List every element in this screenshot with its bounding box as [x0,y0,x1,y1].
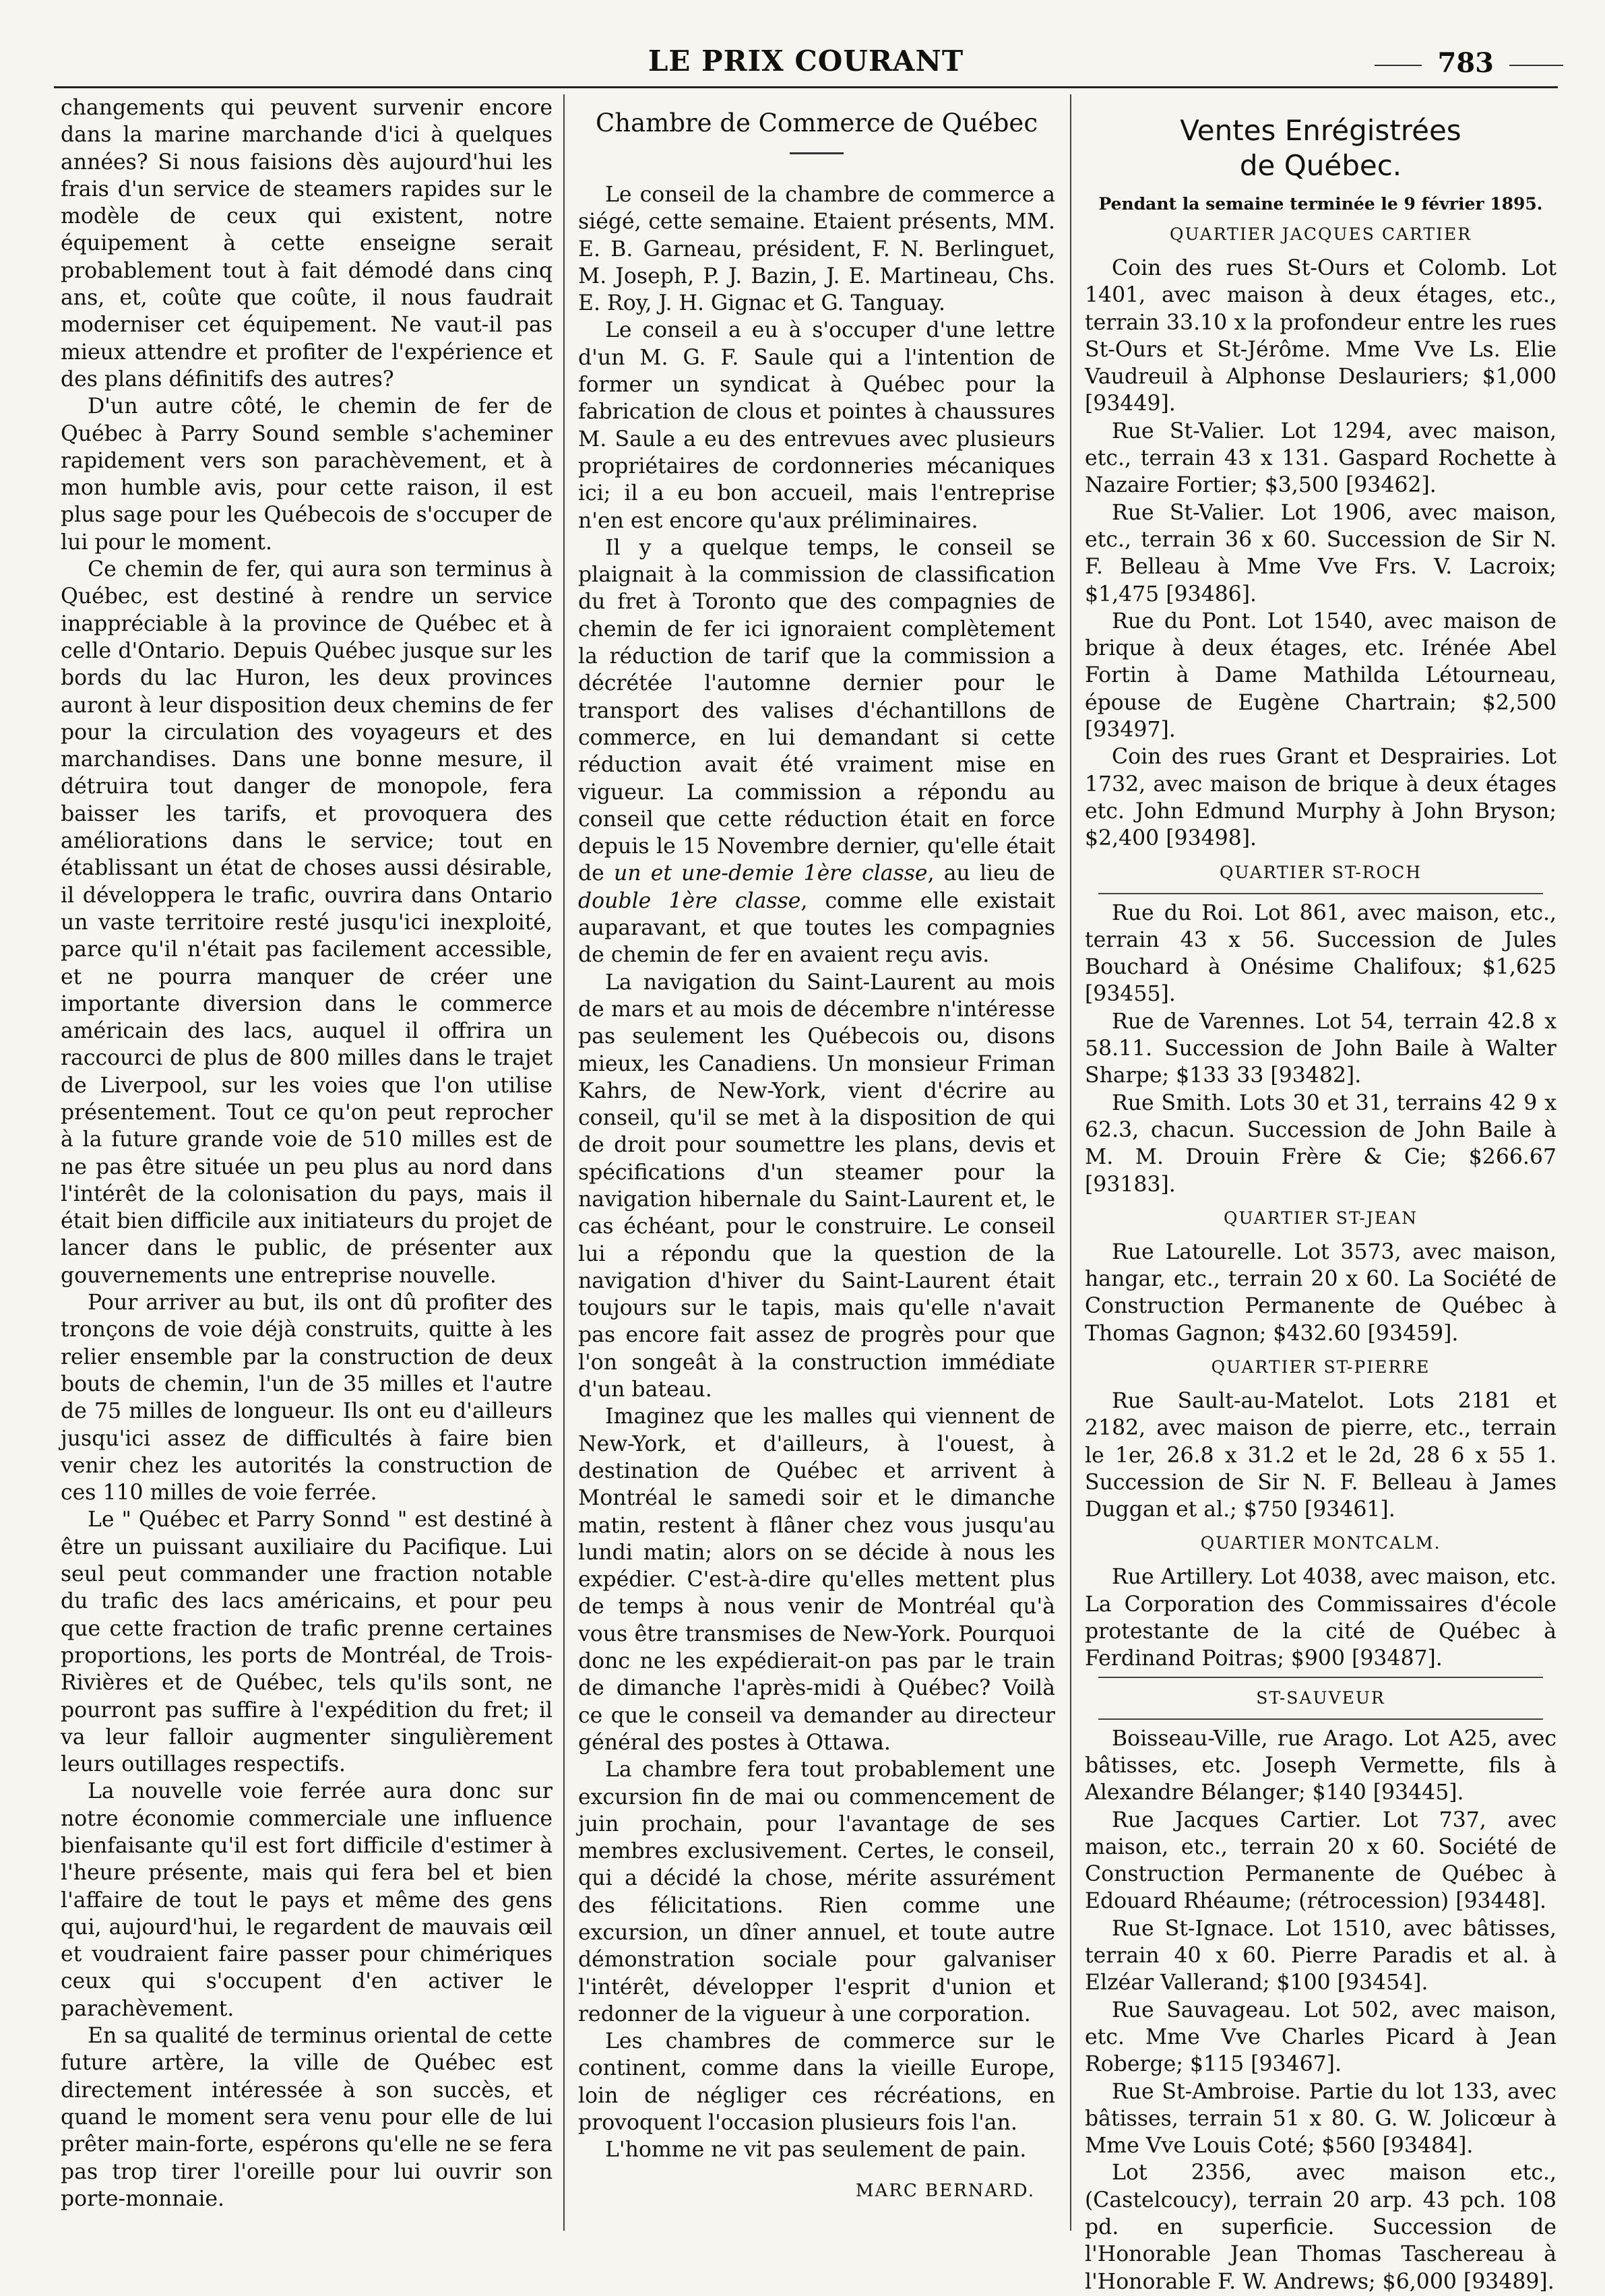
section-title: QUARTIER MONTCALM. [1200,1533,1441,1553]
column-2-article [578,94,1055,2204]
heading-line: Ventes Enrégistrées [1180,114,1461,147]
section-title: QUARTIER JACQUES CARTIER [1169,224,1472,244]
listing-entry: Coin des rues Grant et Desprairies. Lot 1732, avec maison de brique à deux étages etc. John Edmund Murphy à John Bryson; $2,400 [93498]. [1085,745,1556,851]
paragraph: La nouvelle voie ferrée aura donc sur notre économie commerciale une influence bienfaisante qu'il est fort difficile d'estimer à l'heure présente, mais qui fera bel et bien l'affaire de tout le pays et même des gens qui, aujourd'hui, le regardent de mauvais œil et voudraient faire passer pour chimériques ceux qui s'occupent d'en activer le parachèvement. [61,1779,553,2021]
listing-entry: Rue Sauvageau. Lot 502, avec maison, etc. Mme Vve Charles Picard à Jean Roberge; $115 [93467]. [1085,1997,1556,2077]
section-rule [1098,893,1543,894]
listing-entry: Rue St-Valier. Lot 1906, avec maison, etc., terrain 36 x 60. Succession de Sir N. F. Belleau à Mme Vve Frs. V. Lacroix; $1,475 [93486]. [1085,500,1556,607]
italic-run: double 1ère classe [578,888,801,913]
listing-entry: Rue Jacques Cartier. Lot 737, avec maison, etc., terrain 20 x 60. Société de Construction Permanente de Québec à Edouard Rhéaume; (rétrocession) [93448]. [1085,1807,1556,1914]
short-rule [790,152,844,154]
listing-entry: Lot 2356, avec maison etc., (Castelcoucy), terrain 20 arp. 43 pch. 108 pd. en superficie. Succession de l'Honorable Jean Thomas Taschereau à l'Honorable F. W. Andrews; $6,000 [93489]. [1085,2161,1556,2294]
text-run: , au lieu de [927,861,1055,886]
listing-entry: Rue Sault-au-Matelot. Lots 2181 et 2182, avec maison de pierre, etc., terrain le 1er, 26.8 x 31.2 et le 2d, 28 6 x 55 1. Succession de Sir N. F. Belleau à James Duggan et al.; $750 [93461]. [1085,1388,1556,1522]
listing-entry: Rue St-Ignace. Lot 1510, avec bâtisses, terrain 40 x 60. Pierre Paradis et al. à Elzéar Vallerand; $100 [93454]. [1085,1916,1556,1995]
paragraph: D'un autre côté, le chemin de fer de Québec à Parry Sound semble s'acheminer rapidement vers son parachèvement, et à mon humble avis, pour cette raison, il est plus sage pour les Québecois de s'occuper de lui pour le moment. [61,394,553,555]
text-run: Il y a quelque temps, le conseil se plaignait à la commission de classification du fret à Toronto que des compagnies de chemin de fer ici ignoraient complètement la réduction de tarif que la commission a décrétée l'automne dernier pour le transport des valises d'échantillons de commerce, en lui demandant si cette réduction avait été vraiment mise en vigueur. La commission a répondu au conseil que cette réduction était en force depuis le 15 Novembre dernier, qu'elle était de [578,535,1055,886]
listing-entry: Rue de Varennes. Lot 54, terrain 42.8 x 58.11. Succession de John Baile à Walter Sharpe; $133 33 [93482]. [1085,1009,1556,1088]
paragraph: changements qui peuvent survenir encore dans la marine marchande d'ici à quelques années? Si nous faisions dès aujourd'hui les frais d'un service de steamers rapides sur le modèle de ceux qui existent, notre équipement à cette enseigne serait probablement tout à fait démodé dans cinq ans, et, coûte que coûte, il nous faudrait moderniser cet équipement. Ne vaut-il pas mieux attendre et profiter de l'expérience et des plans définitifs des autres? [61,96,553,392]
section-rule [1098,1718,1543,1720]
header-dash [1375,65,1422,66]
paragraph: La chambre fera tout probablement une excursion fin de mai ou commencement de juin prochain, pour l'avantage de ses membres exclusivement. Certes, le conseil, qui a décidé la chose, mérite assurément des félicitations. Rien comme une excursion, un dîner annuel, et toute autre démonstration sociale pour galvaniser l'intérêt, développer l'esprit d'union et redonner de la vigueur à une corporation. [578,1758,1055,2026]
section [1085,1532,1556,1672]
week-caption: Pendant la semaine terminée le 9 février 1895. [1098,194,1543,214]
listings-heading [1085,113,1556,183]
section [1085,862,1556,1198]
page-number: 783 [1437,47,1494,79]
section [1085,1357,1556,1523]
section-title: QUARTIER ST-JEAN [1223,1208,1418,1228]
listing-entry: Rue St-Valier. Lot 1294, avec maison, etc., terrain 43 x 131. Gaspard Rochette à Nazaire Fortier; $3,500 [93462]. [1085,418,1556,498]
header-dash [1509,65,1563,66]
listing-entry: Boisseau-Ville, rue Arago. Lot A25, avec bâtisses, etc. Joseph Vermette, fils à Alexandre Bélanger; $140 [93445]. [1085,1726,1556,1805]
section-title: QUARTIER ST-ROCH [1219,862,1422,882]
heading-line: de Québec. [1239,149,1402,182]
paragraph: L'homme ne vit pas seulement de pain. [605,2138,1027,2163]
paragraph: En sa qualité de terminus oriental de cette future artère, la ville de Québec est directement intéressée à son succès, et quand le moment sera venu pour elle de lui prêter main-forte, espérons qu'elle ne se fera pas trop tirer l'oreille pour lui ouvrir son porte-monnaie. [61,2024,553,2211]
paragraph: Le " Québec et Parry Sonnd " est destiné à être un puissant auxiliaire du Pacifique. Lui seul peut commander une fraction notable du trafic des lacs américains, et pour peu que cette fraction de trafic prenne certaines proportions, les ports de Montréal, de Trois-Rivières et de Québec, tels qu'ils sont, ne pourront pas suffire à l'expédition du fret; il va leur falloir augmenter singulièrement leurs outillages respectifs. [61,1508,553,1777]
column-rule [563,94,565,2231]
article-heading: Chambre de Commerce de Québec [595,108,1038,137]
paragraph: Le conseil de la chambre de commerce a siégé, cette semaine. Etaient présents, MM. E. B. Garneau, président, F. N. Berlinguet, M. Joseph, P. J. Bazin, J. E. Martineau, Chs. E. Roy, J. H. Gignac et G. Tanguay. [578,183,1055,316]
section [1085,1677,1556,2295]
column-3-listings [1085,94,1556,2295]
paragraph: Imaginez que les malles qui viennent de New-York, et d'ailleurs, à l'ouest, à destination de Québec et arrivent à Montréal le samedi soir et le dimanche matin, restent à flâner chez vous jusqu'au lundi matin; alors on se décide à nous les expédier. C'est-à-dire qu'elles mettent plus de temps à nous venir de Montréal qu'à vous être transmises de New-York. Pourquoi donc ne les expédierait-on pas par le train de dimanche l'après-midi à Québec? Voilà ce que le conseil va demander au directeur général des postes à Ottawa. [578,1404,1055,1755]
section [1085,1208,1556,1347]
paragraph: Pour arriver au but, ils ont dû profiter des tronçons de voie déjà construits, quitte à les relier ensemble par la construction de deux bouts de chemin, l'un de 35 milles et l'autre de 75 milles de longueur. Ils ont eu d'ailleurs jusqu'ici assez de difficultés à faire bien venir chez les autorités la construction de ces 110 milles de voie ferrée. [61,1291,553,1506]
signature: MARC BERNARD. [855,2180,1035,2201]
section-rule [1098,1677,1543,1678]
paragraph [578,534,1055,969]
italic-run: un et une-demie 1ère classe [613,861,928,886]
section-title: QUARTIER ST-PIERRE [1211,1357,1430,1377]
listing-entry: Rue Smith. Lots 30 et 31, terrains 42 9 x 62.3, chacun. Succession de John Baile à M. M. Drouin Frère & Cie; $266.67 [93183]. [1085,1090,1556,1197]
header-rule [54,86,1558,88]
listing-entry: Rue Latourelle. Lot 3573, avec maison, hangar, etc., terrain 20 x 60. La Société de Construction Permanente de Québec à Thomas Gagnon; $432.60 [93459]. [1085,1239,1556,1346]
paragraph: Le conseil a eu à s'occuper d'une lettre d'un M. G. F. Saule qui a l'intention de former un syndicat à Québec pour la fabrication de clous et pointes à chaussures M. Saule a eu des entrevues avec plusieurs propriétaires de cordonneries mécaniques ici; il a eu bon accueil, mais l'entreprise n'en est encore qu'aux préliminaires. [578,318,1055,533]
page-title: LE PRIX COURANT [648,44,964,77]
column-rule [1070,94,1071,2231]
listing-entry: Rue du Roi. Lot 861, avec maison, etc., terrain 43 x 56. Succession de Jules Bouchard à Onésime Chalifoux; $1,625 [93455]. [1085,900,1556,1007]
section [1085,224,1556,852]
paragraph: La navigation du Saint-Laurent au mois de mars et au mois de décembre n'intéresse pas seulement les Québecois ou, disons mieux, les Canadiens. Un monsieur Friman Kahrs, de New-York, vient d'écrire au conseil, qu'il se met à la disposition de qui de droit pour soumettre les plans, devis et spécifications d'un steamer pour la navigation hibernale du Saint-Laurent et, le cas échéant, pour le construire. Le conseil lui a répondu que la question de la navigation d'hiver du Saint-Laurent était toujours sur le tapis, mais qu'elle n'avait pas encore fait assez de progrès pour que l'on songeât à la construction immédiate d'un bateau. [578,970,1055,1402]
listing-entry: Rue du Pont. Lot 1540, avec maison de brique à deux étages, etc. Irénée Abel Fortin à Dame Mathilda Létourneau, épouse de Eugène Chartrain; $2,500 [93497]. [1085,609,1556,743]
column-1-article [61,94,553,2212]
listing-entry: Coin des rues St-Ours et Colomb. Lot 1401, avec maison à deux étages, etc., terrain 33.10 x la profondeur entre les rues St-Ours et St-Jérôme. Mme Vve Ls. Elie Vaudreuil à Alphonse Deslauriers; $1,000 [93449]. [1085,256,1556,416]
page-header [54,35,1558,89]
listing-entry: Rue St-Ambroise. Partie du lot 133, avec bâtisses, terrain 51 x 80. G. W. Jolicœur à Mme Vve Louis Coté; $560 [93484]. [1085,2079,1556,2159]
paragraph: Les chambres de commerce sur le continent, comme dans la vieille Europe, loin de négliger ces récréations, en provoquent l'occasion plusieurs fois l'an. [578,2029,1055,2136]
section-title: ST-SAUVEUR [1256,1687,1385,1708]
listing-entry: Rue Artillery. Lot 4038, avec maison, etc. La Corporation des Commissaires d'école protestante de la cité de Québec à Ferdinand Poitras; $900 [93487]. [1085,1565,1556,1671]
text-run: , comme elle existait auparavant, et que toutes les compagnies de chemin de fer en avaient reçu avis. [578,888,1055,968]
paragraph: Ce chemin de fer, qui aura son terminus à Québec, est destiné à rendre un service inappréciable à la province de Québec et à celle d'Ontario. Depuis Québec jusque sur les bords du lac Huron, les deux provinces auront à leur disposition deux chemins de fer pour la circulation des voyageurs et des marchandises. Dans une bonne mesure, il détruira tout danger de monopole, fera baisser les tarifs, et provoquera des améliorations dans le service; tout en établissant un état de choses aussi désirable, il développera le trafic, ouvrira dans Ontario un vaste territoire resté jusqu'ici inexploité, parce qu'il n'était pas facilement accessible, et ne pourra manquer de créer une importante diversion dans le commerce américain des lacs, auquel il offrira un raccourci de plus de 800 milles dans le trajet de Liverpool, sur les voies que l'on utilise présentement. Tout ce qu'on peut reprocher à la future grande voie de 510 milles est de ne pas être située un peu plus au nord dans l'intérêt de la colonisation du pays, mais il était bien difficile aux initiateurs du projet de lancer dans le public, de présenter aux gouvernements une entreprise nouvelle. [61,557,553,1288]
